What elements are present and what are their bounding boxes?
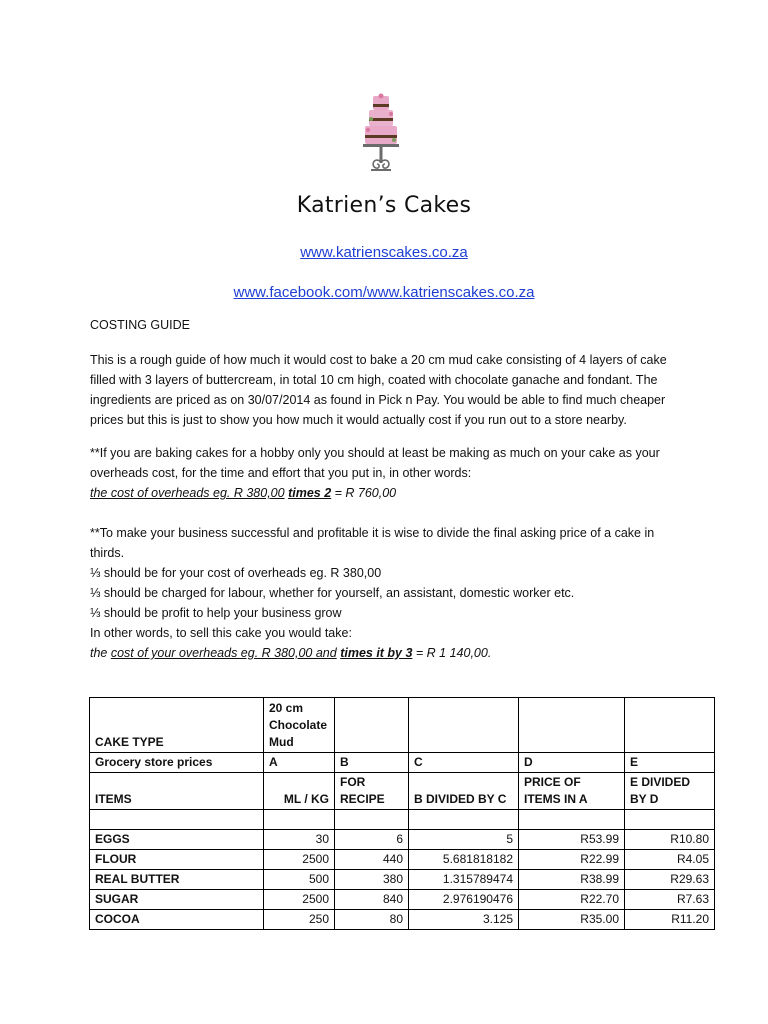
- facebook-link-row: [0, 284, 768, 301]
- business-line: ⅓ should be for your cost of overheads eg. R 380,00: [90, 566, 382, 580]
- formula-multiplier: times 2: [288, 486, 332, 500]
- column-header: ITEMS: [90, 773, 264, 810]
- formula-part: the cost of overheads eg. R 380,00: [90, 486, 285, 500]
- item-name: SUGAR: [90, 890, 264, 910]
- item-name: REAL BUTTER: [90, 870, 264, 890]
- table-cell: [335, 810, 409, 830]
- table-cell: R35.00: [519, 910, 625, 930]
- table-cell: 380: [335, 870, 409, 890]
- table-cell: 5.681818182: [409, 850, 519, 870]
- hobby-line: overheads cost, for the time and effort that you put in, in other words:: [90, 466, 472, 480]
- table-row: [90, 910, 715, 930]
- table-cell: 1.315789474: [409, 870, 519, 890]
- business-line: In other words, to sell this cake you would take:: [90, 626, 352, 640]
- business-line: thirds.: [90, 546, 125, 560]
- table-row: [90, 830, 715, 850]
- formula-result: = R 1 140,00.: [412, 646, 492, 660]
- column-header: E DIVIDED BY D: [625, 773, 715, 810]
- website-link-row: [0, 244, 768, 261]
- table-cell: 3.125: [409, 910, 519, 930]
- item-name: COCOA: [90, 910, 264, 930]
- column-header: B DIVIDED BY C: [409, 773, 519, 810]
- table-cell: 5: [409, 830, 519, 850]
- costing-table: [89, 697, 715, 930]
- table-cell: [335, 698, 409, 753]
- table-cell: 2.976190476: [409, 890, 519, 910]
- table-cell: R22.70: [519, 890, 625, 910]
- intro-line: filled with 3 layers of buttercream, in total 10 cm high, coated with chocolate ganache and fondant. The: [90, 373, 658, 387]
- brand-title: Katrien’s Cakes: [296, 193, 472, 218]
- intro-line: This is a rough guide of how much it would cost to bake a 20 cm mud cake consisting of 4 layers of cake: [90, 353, 667, 367]
- table-cell: 840: [335, 890, 409, 910]
- formula-multiplier: times it by 3: [340, 646, 413, 660]
- table-cell: C: [409, 753, 519, 773]
- column-header: PRICE OF ITEMS IN A: [519, 773, 625, 810]
- business-line: ⅓ should be charged for labour, whether for yourself, an assistant, domestic worker etc.: [90, 586, 575, 600]
- table-cell: R4.05: [625, 850, 715, 870]
- table-cell: [519, 698, 625, 753]
- table-cell: R11.20: [625, 910, 715, 930]
- business-paragraph: [90, 523, 690, 663]
- column-header: ML / KG: [264, 773, 335, 810]
- table-cell: CAKE TYPE: [90, 698, 264, 753]
- table-cell: R7.63: [625, 890, 715, 910]
- table-cell: [409, 810, 519, 830]
- table-row: [90, 698, 715, 753]
- table-cell: R53.99: [519, 830, 625, 850]
- table-cell: 30: [264, 830, 335, 850]
- hobby-line: **If you are baking cakes for a hobby only you should at least be making as much on your cake as your: [90, 446, 660, 460]
- table-row: [90, 753, 715, 773]
- facebook-link[interactable]: www.facebook.com/www.katrienscakes.co.za: [233, 284, 535, 301]
- business-formula: [90, 643, 690, 663]
- table-cell: [625, 698, 715, 753]
- table-cell: 500: [264, 870, 335, 890]
- table-header-row: [90, 773, 715, 810]
- table-cell: D: [519, 753, 625, 773]
- table-cell: 6: [335, 830, 409, 850]
- table-row: [90, 810, 715, 830]
- table-cell: R29.63: [625, 870, 715, 890]
- intro-line: prices but this is just to show you how much it would actually cost if you run out to a store nearby.: [90, 413, 627, 427]
- table-cell: 440: [335, 850, 409, 870]
- table-cell: 20 cm Chocolate Mud: [264, 698, 335, 753]
- table-row: [90, 850, 715, 870]
- website-link[interactable]: www.katrienscakes.co.za: [300, 244, 468, 261]
- table-cell: [409, 698, 519, 753]
- table-cell: B: [335, 753, 409, 773]
- table-cell: 250: [264, 910, 335, 930]
- table-cell: A: [264, 753, 335, 773]
- business-line: ⅓ should be profit to help your business grow: [90, 606, 342, 620]
- table-cell: R10.80: [625, 830, 715, 850]
- section-heading: COSTING GUIDE: [90, 318, 191, 332]
- hobby-paragraph: [90, 443, 690, 503]
- intro-paragraph: [90, 350, 690, 430]
- business-line: **To make your business successful and profitable it is wise to divide the final asking price of a cake in: [90, 526, 655, 540]
- formula-part: the: [90, 646, 111, 660]
- table-cell: [264, 810, 335, 830]
- table-cell: 80: [335, 910, 409, 930]
- table-cell: [90, 810, 264, 830]
- table-cell: [519, 810, 625, 830]
- table-cell: 2500: [264, 850, 335, 870]
- table-cell: R38.99: [519, 870, 625, 890]
- table-cell: R22.99: [519, 850, 625, 870]
- table-row: [90, 870, 715, 890]
- hobby-formula: [90, 483, 690, 503]
- table-cell: E: [625, 753, 715, 773]
- table-cell: Grocery store prices: [90, 753, 264, 773]
- table-cell: [625, 810, 715, 830]
- formula-result: = R 760,00: [331, 486, 397, 500]
- item-name: EGGS: [90, 830, 264, 850]
- formula-part: cost of your overheads eg. R 380,00 and: [110, 646, 337, 660]
- intro-line: ingredients are priced as on 30/07/2014 as found in Pick n Pay. You would be able to find much cheaper: [90, 393, 666, 407]
- table-cell: 2500: [264, 890, 335, 910]
- table-row: [90, 890, 715, 910]
- item-name: FLOUR: [90, 850, 264, 870]
- column-header: FOR RECIPE: [335, 773, 409, 810]
- cake-logo-icon: [356, 92, 406, 174]
